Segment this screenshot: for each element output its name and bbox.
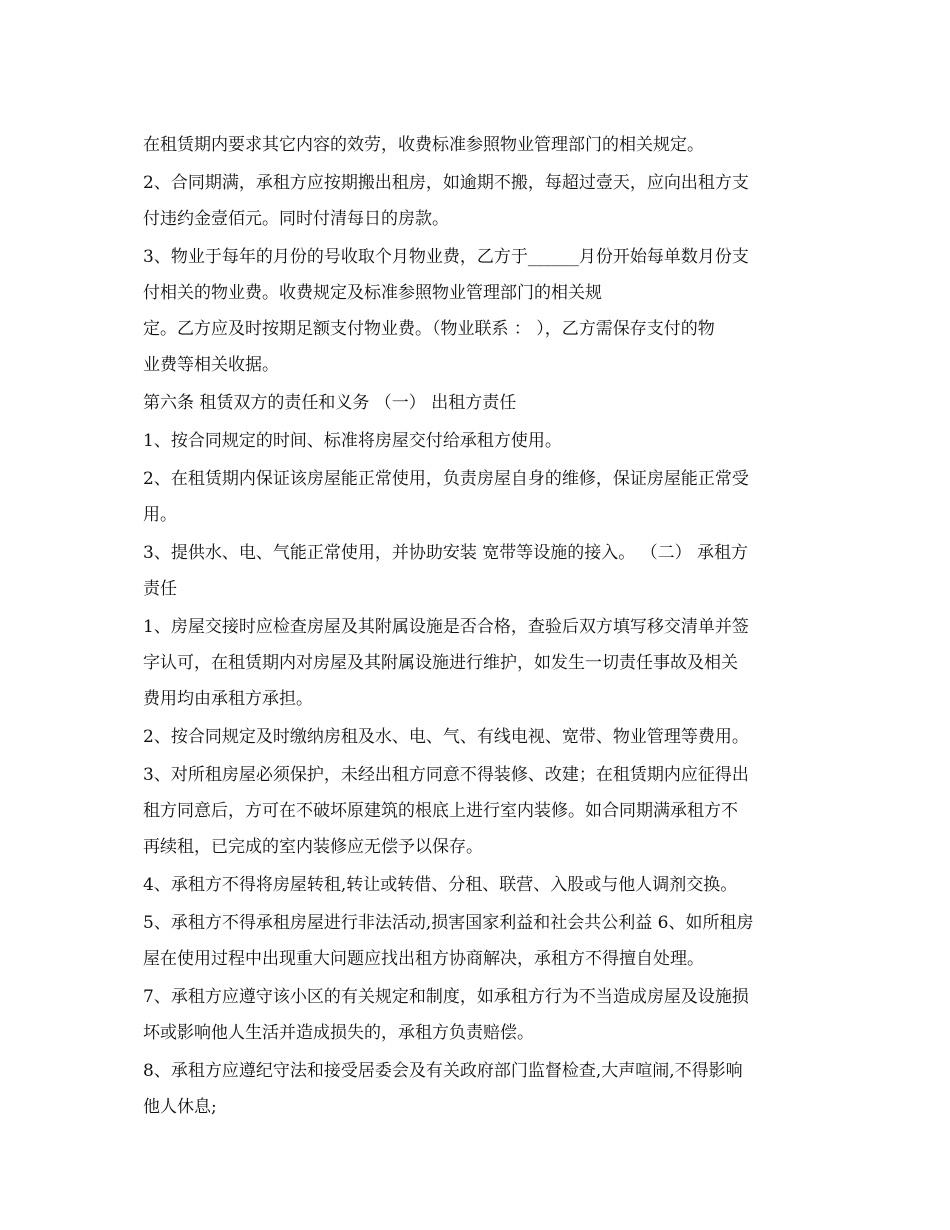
text-line: 他人休息;: [143, 1097, 217, 1117]
text-line: 在租赁期内要求其它内容的效劳，收费标准参照物业管理部门的相关规定。: [143, 135, 704, 155]
text-line: 租方同意后，方可在不破坏原建筑的根底上进行室内装修。如合同期满承租方不: [143, 801, 738, 821]
paragraph: [143, 385, 823, 421]
paragraph: [143, 239, 823, 383]
paragraph: [143, 979, 823, 1051]
paragraph: [143, 423, 823, 459]
text-line: 业费等相关收据。: [143, 355, 279, 375]
paragraph: [143, 905, 823, 977]
paragraph: [143, 609, 823, 717]
text-line: 付相关的物业费。收费规定及标准参照物业管理部门的相关规: [143, 283, 602, 303]
text-line: 付违约金壹佰元。同时付清每日的房款。: [143, 209, 449, 229]
paragraph: [143, 757, 823, 865]
text-line: 屋在使用过程中出现重大问题应找出租方协商解决，承租方不得擅自处理。: [143, 949, 704, 969]
text-line: 2、在租赁期内保证该房屋能正常使用，负责房屋自身的维修，保证房屋能正常受: [143, 469, 749, 489]
text-line: 2、按合同规定及时缴纳房租及水、电、气、有线电视、宽带、物业管理等费用。: [143, 727, 749, 747]
text-line: 再续租，已完成的室内装修应无偿予以保存。: [143, 837, 483, 857]
text-line: 费用均由承租方承担。: [143, 689, 313, 709]
text-line: 第六条 租赁双方的责任和义务 （一） 出租方责任: [143, 393, 517, 413]
paragraph: [143, 719, 823, 755]
text-line: 定。乙方应及时按期足额支付物业费。（物业联系 ： ），乙方需保存支付的物: [143, 319, 715, 339]
text-line: 1、按合同规定的时间、标准将房屋交付给承租方使用。: [143, 431, 562, 451]
paragraph: [143, 1053, 823, 1125]
paragraph: [143, 165, 823, 237]
text-line: 7、承租方应遵守该小区的有关规定和制度，如承租方行为不当造成房屋及设施损: [143, 987, 749, 1007]
document-body: [143, 127, 823, 1127]
text-line: 字认可，在租赁期内对房屋及其附属设施进行维护，如发生一切责任事故及相关: [143, 653, 738, 673]
text-line: 用。: [143, 505, 177, 525]
text-line: 3、对所租房屋必须保护，未经出租方同意不得装修、改建；在租赁期内应征得出: [143, 765, 749, 785]
text-line: 5、承租方不得承租房屋进行非法活动,损害国家利益和社会共公利益 6、如所租房: [143, 913, 754, 933]
paragraph: [143, 127, 823, 163]
text-line: 1、房屋交接时应检查房屋及其附属设施是否合格，查验后双方填写移交清单并签: [143, 617, 749, 637]
paragraph: [143, 461, 823, 533]
text-line: 3、提供水、电、气能正常使用，并协助安装 宽带等设施的接入。 （二） 承租方: [143, 543, 749, 563]
text-line: 3、物业于每年的月份的号收取个月物业费，乙方于______月份开始每单数月份支: [143, 247, 749, 267]
text-line: 2、合同期满，承租方应按期搬出租房，如逾期不搬，每超过壹天，应向出租方支: [143, 173, 749, 193]
paragraph: [143, 535, 823, 607]
text-line: 4、承租方不得将房屋转租,转让或转借、分租、联营、入股或与他人调剂交换。: [143, 875, 738, 895]
text-line: 责任: [143, 579, 177, 599]
text-line: 8、承租方应遵纪守法和接受居委会及有关政府部门监督检查,大声喧闹,不得影响: [143, 1061, 743, 1081]
text-line: 坏或影响他人生活并造成损失的，承租方负责赔偿。: [143, 1023, 534, 1043]
paragraph: [143, 867, 823, 903]
